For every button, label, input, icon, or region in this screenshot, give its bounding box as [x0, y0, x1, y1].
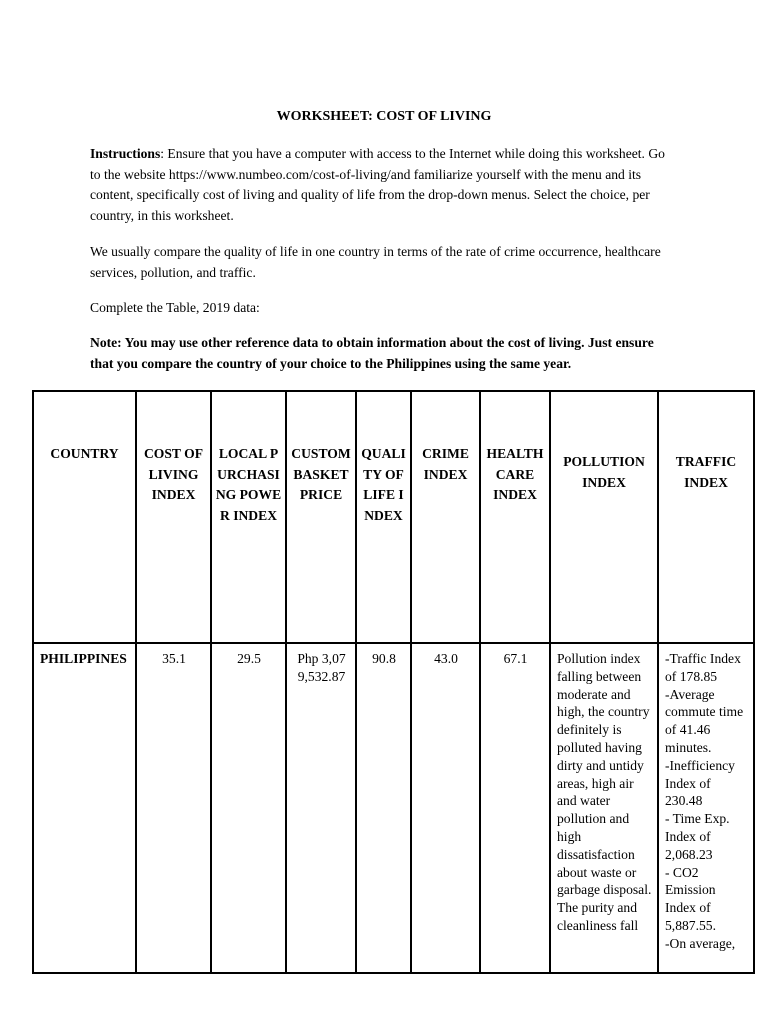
page-title: WORKSHEET: COST OF LIVING: [276, 109, 492, 124]
cell-custom-basket-price: Php 3,079,532.87: [286, 643, 356, 973]
table-row: [33, 643, 754, 973]
traffic-line: -Inefficiency Index of 230.48: [665, 757, 735, 809]
traffic-line: - Time Exp. Index of 2,068.23: [665, 811, 730, 862]
cell-country: PHILIPPINES: [33, 643, 136, 973]
traffic-line: -Traffic Index of 178.85: [665, 651, 741, 684]
header-crime-index: CRIME INDEX: [411, 391, 480, 643]
header-pollution-index: POLLUTION INDEX: [550, 391, 658, 643]
cell-cost-of-living-index: 35.1: [136, 643, 211, 973]
cell-local-purchasing-power-index: 29.5: [211, 643, 286, 973]
cell-health-care-index: 67.1: [480, 643, 550, 973]
traffic-line: -On average,: [665, 935, 736, 951]
cell-crime-index: 43.0: [411, 643, 480, 973]
instructions-label: Instructions: [90, 146, 161, 161]
header-country: COUNTRY: [33, 391, 136, 643]
table-header-row: [33, 391, 754, 643]
quality-of-life-paragraph: We usually compare the quality of life in one country in terms of the rate of crime occurrence, healthcare services, pollution, and traffic.: [90, 244, 661, 280]
header-health-care-index: HEALTH CARE INDEX: [480, 391, 550, 643]
complete-table-paragraph: Complete the Table, 2019 data:: [90, 300, 260, 315]
header-local-purchasing-power-index: LOCAL PURCHASING POWER INDEX: [211, 391, 286, 643]
traffic-line: -Average commute time of 41.46 minutes.: [665, 686, 744, 755]
instructions-text: : Ensure that you have a computer with access to the Internet while doing this worksheet. Go to the website https://www.numbeo.com/cost-of-living/and familiarize yourself with the menu and its content, specifically cost of living and quality of life from the drop-down menus. Select the choice, per country, in this worksheet.: [90, 146, 665, 223]
header-traffic-index: TRAFFIC INDEX: [658, 391, 754, 643]
cell-quality-of-life-index: 90.8: [356, 643, 411, 973]
cell-pollution-index: Pollution index falling between moderate and high, the country definitely is polluted having dirty and untidy areas, high air and water pollution and high dissatisfaction about waste or garbage disposal. The purity and cleanliness fall: [550, 643, 658, 973]
header-quality-of-life-index: QUALITY OF LIFE INDEX: [356, 391, 411, 643]
instructions-paragraph: [90, 144, 670, 226]
cell-traffic-index: [658, 643, 754, 973]
traffic-line: - CO2 Emission Index of 5,887.55.: [665, 864, 716, 933]
header-custom-basket-price: CUSTOM BASKET PRICE: [286, 391, 356, 643]
cost-of-living-table: [32, 390, 755, 974]
note-paragraph: Note: You may use other reference data to obtain information about the cost of living. Just ensure that you compare the country of your choice to the Philippines using the same year.: [90, 335, 654, 371]
header-cost-of-living-index: COST OF LIVING INDEX: [136, 391, 211, 643]
